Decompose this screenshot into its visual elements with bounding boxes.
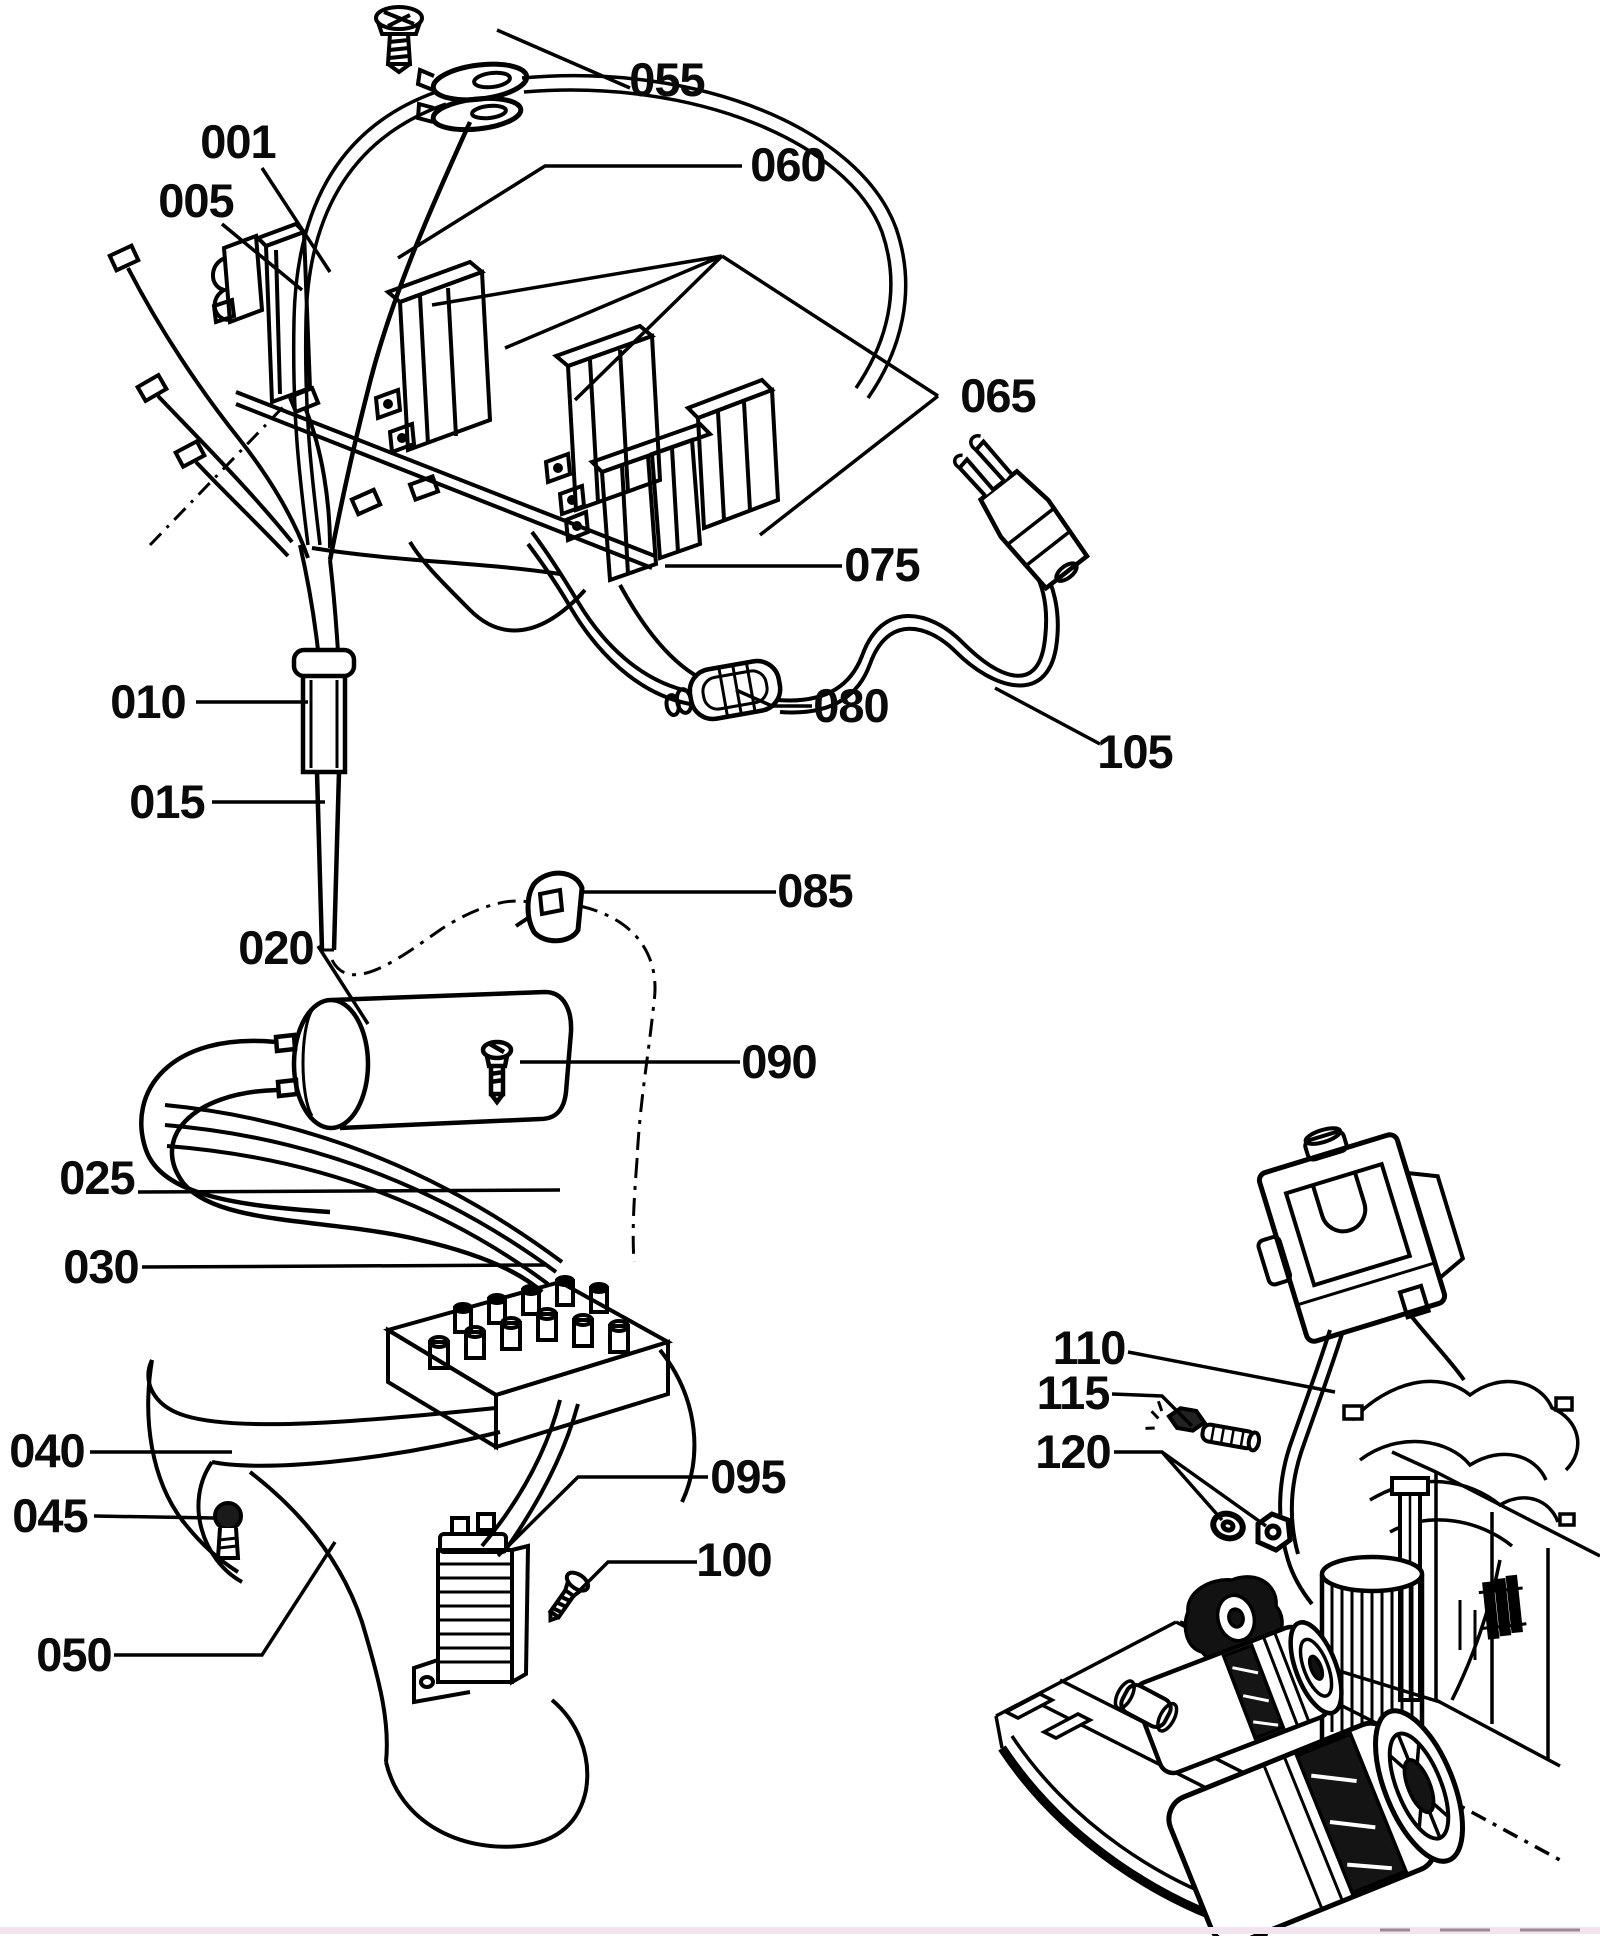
leader-025 bbox=[138, 1190, 560, 1192]
leader-060 bbox=[398, 166, 742, 258]
part-label-010: 010 bbox=[110, 675, 186, 728]
clip-illustration bbox=[215, 1503, 241, 1558]
part-label-050: 050 bbox=[36, 1628, 112, 1681]
left-harness-illustration bbox=[110, 246, 700, 678]
sleeve-and-tube-illustration bbox=[294, 650, 354, 950]
leader-105 bbox=[995, 688, 1100, 744]
part-label-055: 055 bbox=[629, 53, 705, 106]
leader-120 bbox=[1114, 1452, 1266, 1526]
part-labels bbox=[9, 53, 1172, 1681]
part-label-120: 120 bbox=[1035, 1425, 1111, 1478]
leader-045 bbox=[94, 1516, 214, 1518]
connector-hatch bbox=[1478, 1576, 1528, 1638]
part-label-025: 025 bbox=[59, 1151, 135, 1204]
bolt-illustration bbox=[1145, 1400, 1263, 1451]
part-label-065: 065 bbox=[960, 369, 1036, 422]
part-label-005: 005 bbox=[158, 174, 234, 227]
screw-illustration-100 bbox=[541, 1569, 592, 1627]
part-label-095: 095 bbox=[710, 1450, 786, 1503]
capacitor-illustration bbox=[141, 992, 571, 1292]
leader-030 bbox=[142, 1265, 545, 1267]
part-label-105: 105 bbox=[1097, 725, 1173, 778]
part-label-110: 110 bbox=[1052, 1321, 1126, 1374]
part-label-075: 075 bbox=[844, 538, 920, 591]
part-label-060: 060 bbox=[750, 138, 826, 191]
leader-020 bbox=[318, 946, 368, 1024]
part-label-020: 020 bbox=[238, 921, 314, 974]
wire-tangle-illustration bbox=[1344, 1381, 1578, 1700]
part-label-100: 100 bbox=[696, 1533, 772, 1586]
part-label-115: 115 bbox=[1036, 1366, 1110, 1419]
leader-065 bbox=[432, 256, 938, 535]
part-label-001: 001 bbox=[200, 115, 276, 168]
part-label-015: 015 bbox=[129, 775, 205, 828]
leader-100 bbox=[568, 1562, 697, 1602]
leader-001 bbox=[262, 168, 330, 272]
terminal-posts-front bbox=[430, 1309, 628, 1368]
part-label-090: 090 bbox=[741, 1035, 817, 1088]
screw-and-ring-terminals-illustration bbox=[376, 7, 529, 134]
leader-005 bbox=[222, 224, 302, 290]
bottom-strip bbox=[0, 1927, 1600, 1934]
leader-055 bbox=[497, 30, 630, 88]
part-label-040: 040 bbox=[9, 1424, 85, 1477]
part-label-080: 080 bbox=[813, 679, 889, 732]
machine-base-illustration bbox=[996, 1452, 1600, 1936]
part-label-045: 045 bbox=[12, 1489, 88, 1542]
grommet-illustration bbox=[516, 873, 582, 941]
leader-110 bbox=[1128, 1352, 1335, 1392]
terminal-block-illustration bbox=[388, 1277, 668, 1447]
part-label-085: 085 bbox=[777, 864, 853, 917]
part-label-030: 030 bbox=[63, 1240, 139, 1293]
